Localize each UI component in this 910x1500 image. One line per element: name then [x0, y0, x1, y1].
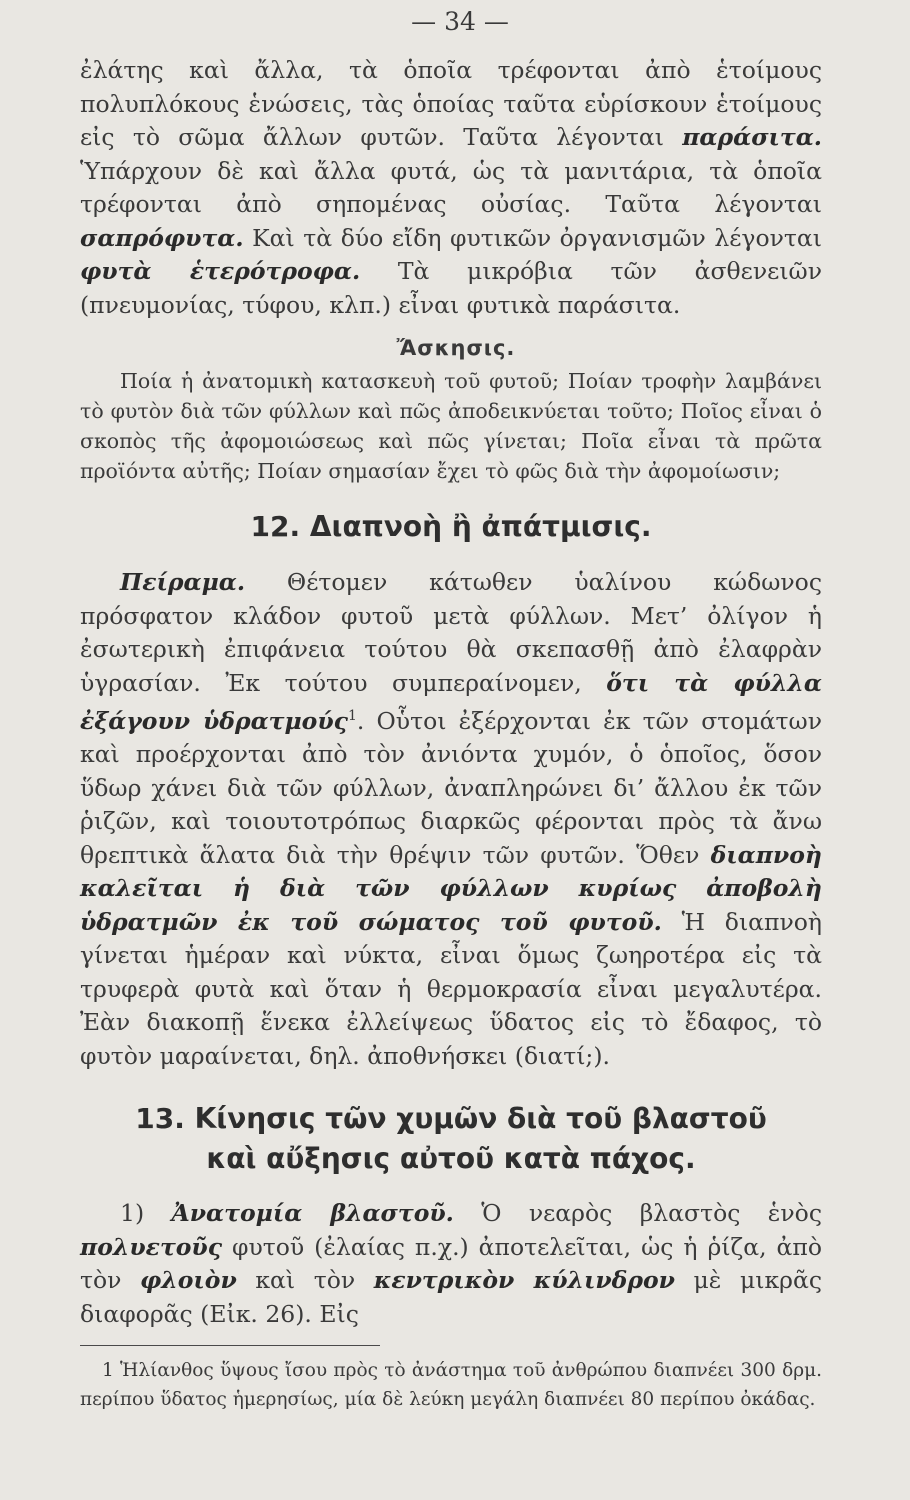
section-13-text-4: μὲ μικρᾶς διαφορᾶς (Εἰκ. 26). Εἰς — [80, 1266, 822, 1328]
intro-text-4: Τὰ μικρόβια τῶν ἀσθενειῶν (πνευμονίας, τύφου, κλπ.) εἶναι φυτικὰ παράσιτα. — [80, 257, 822, 319]
section-12-text-1: Θέτομεν κάτωθεν ὑαλίνου κώδωνος πρόσφατον κλάδον φυτοῦ μετὰ φύλλων. Μετ’ ὀλίγον ἡ ἐσωτερικὴ ἐπιφάνεια τούτου θὰ σκεπασθῇ ἀπὸ ἐλαφρὰν ὑγρασίαν. Ἐκ τούτου συμπεραίνομεν, — [80, 568, 822, 697]
term-kentrikon: κεντρικὸν κύλινδρον — [373, 1266, 675, 1295]
footnote-divider — [80, 1345, 380, 1346]
intro-text-1: ἐλάτης καὶ ἄλλα, τὰ ὁποῖα τρέφονται ἀπὸ ἑτοίμους πολυπλόκους ἑνώσεις, τὰς ὁποίας ταῦτα εὑρίσκουν ἑτοίμους εἰς τὸ σῶμα ἄλλων φυτῶν. Ταῦτα λέγονται — [80, 56, 822, 151]
term-saprofyta: σαπρόφυτα. — [80, 223, 244, 252]
section-13-heading — [80, 1099, 822, 1179]
intro-text-2: Ὑπάρχουν δὲ καὶ ἄλλα φυτά, ὡς τὰ μανιτάρια, τὰ ὁποῖα τρέφονται ἀπὸ σηπομένας οὐσίας. Ταῦτα λέγονται — [80, 156, 822, 218]
section-13-text-1: Ὁ νεαρὸς βλαστὸς ἑνὸς — [453, 1199, 822, 1228]
section-12-heading — [80, 508, 822, 546]
section-12-paragraph — [80, 566, 822, 1073]
section-13-title-line-2: καὶ αὔξησις αὐτοῦ κατὰ πάχος. — [206, 1142, 696, 1176]
section-12-text-2: . Οὗτοι ἐξέρχονται ἐκ τῶν στομάτων καὶ προέρχονται ἀπὸ τὸν ἀνιόντα χυμόν, ὁ ὁποῖος, ὅσον ὕδωρ χάνει διὰ τῶν φύλλων, ἀναπληρώνει δι’ ἄλλου ἐκ τῶν ῥιζῶν, καὶ τοιουτοτρόπως διαρκῶς φέρονται πρὸς τὰ ἄνω θρεπτικὰ ἅλατα διὰ τὴν θρέψιν τῶν φυτῶν. Ὅθεν — [80, 706, 822, 869]
term-parasita: παράσιτα. — [682, 123, 822, 151]
section-12-title: 12. Διαπνοὴ ἢ ἀπάτμισις. — [250, 510, 652, 543]
term-floion: φλοιὸν — [140, 1266, 237, 1295]
intro-text-3: Καὶ τὰ δύο εἴδη φυτικῶν ὀργανισμῶν λέγονται — [243, 223, 822, 252]
exercise-heading: Ἄσκησις. — [396, 336, 516, 360]
term-eterotrofa: φυτὰ ἑτερότροφα. — [80, 257, 361, 285]
conclusion-text: ὅτι τὰ φύλλα ἐξάγουν ὑδρατμούς — [80, 668, 822, 735]
term-peirama: Πείραμα. — [120, 568, 246, 596]
section-13-text-3: καὶ τὸν — [236, 1266, 374, 1295]
definition-diapnoi: διαπνοὴ καλεῖται ἡ διὰ τῶν φύλλων κυρίως ἀποβολὴ ὑδρατμῶν ἐκ τοῦ σώματος τοῦ φυτοῦ. — [80, 840, 822, 936]
section-13-text-2: φυτοῦ (ἐλαίας π.χ.) ἀποτελεῖται, ὡς ἡ ῥίζα, ἀπὸ τὸν — [80, 1232, 822, 1295]
footnote-marker: 1 — [347, 708, 357, 724]
intro-paragraph — [80, 54, 822, 322]
term-anatomia: Ἀνατομία βλαστοῦ. — [171, 1199, 454, 1228]
footnote: 1 Ἡλίανθος ὕψους ἴσου πρὸς τὸ ἀνάστημα τοῦ ἀνθρώπου διαπνέει 300 δρμ. περίπου ὕδατος ἡμερησίως, μία δὲ λεύκη μεγάλη διαπνέει 80 περίπου ὀκάδας. — [80, 1360, 822, 1411]
page-number: — 34 — — [411, 7, 509, 36]
term-polyetous: πολυετοῦς — [80, 1232, 223, 1261]
section-13-paragraph — [80, 1197, 822, 1331]
section-12-text-3: Ἡ διαπνοὴ γίνεται ἡμέραν καὶ νύκτα, εἶναι ὅμως ζωηροτέρα εἰς τὰ τρυφερὰ φυτὰ καὶ ὅταν ἡ θερμοκρασία εἶναι μεγαλυτέρα. Ἐὰν διακοπῇ ἕνεκα ἐλλείψεως ὕδατος εἰς τὸ ἔδαφος, τὸ φυτὸν μαραίνεται, δηλ. ἀποθνήσκει (διατί;). — [80, 907, 822, 1070]
exercise-text: Ποία ἡ ἀνατομικὴ κατασκευὴ τοῦ φυτοῦ; Ποίαν τροφὴν λαμβάνει τὸ φυτὸν διὰ τῶν φύλλων καὶ πῶς ἀποδεικνύεται τοῦτο; Ποῖος εἶναι ὁ σκοπὸς τῆς ἀφομοιώσεως καὶ πῶς γίνεται; Ποῖα εἶναι τὰ πρῶτα προϊόντα αὐτῆς; Ποίαν σημασίαν ἔχει τὸ φῶς διὰ τὴν ἀφομοίωσιν; — [80, 369, 822, 483]
item-number: 1) — [120, 1199, 172, 1228]
section-13-title-line-1: 13. Κίνησις τῶν χυμῶν διὰ τοῦ βλαστοῦ — [135, 1102, 767, 1136]
